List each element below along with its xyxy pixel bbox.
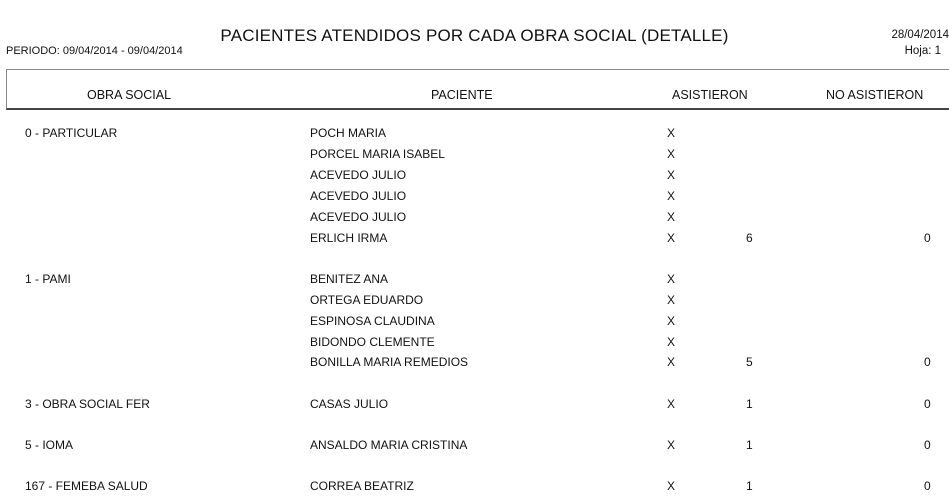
table-row [0,187,949,208]
paciente-cell: ORTEGA EDUARDO [310,293,424,307]
table-row [0,395,949,416]
asistio-mark: X [667,438,676,452]
report-date: 28/04/2014 [891,29,949,41]
obra-social-cell: 0 - PARTICULAR [25,126,118,140]
asistio-mark: X [667,210,676,224]
report-title: PACIENTES ATENDIDOS POR CADA OBRA SOCIAL (DETALLE) [220,26,729,45]
paciente-cell: POCH MARIA [310,126,387,140]
table-row [0,477,949,498]
no-asistieron-count: 0 [924,355,931,369]
page-number: Hoja: 1 [904,45,941,57]
asistio-mark: X [667,272,676,286]
paciente-cell: ACEVEDO JULIO [310,168,407,182]
header-obra-social: OBRA SOCIAL [87,88,172,102]
table-row [0,333,949,354]
no-asistieron-count: 0 [924,397,931,411]
table-row [0,208,949,229]
header-paciente: PACIENTE [431,88,493,102]
no-asistieron-count: 0 [924,438,931,452]
table-row [0,166,949,187]
asistieron-count: 5 [746,355,753,369]
paciente-cell: BENITEZ ANA [310,272,389,286]
asistieron-count: 6 [746,231,753,245]
table-row [0,229,949,250]
table-row [0,270,949,291]
table-row [0,312,949,333]
asistio-mark: X [667,168,676,182]
paciente-cell: CORREA BEATRIZ [310,479,414,493]
asistieron-count: 1 [746,479,753,493]
table-row [0,145,949,166]
no-asistieron-count: 0 [924,479,931,493]
asistio-mark: X [667,231,676,245]
asistio-mark: X [667,314,676,328]
table-row [0,353,949,374]
header-asistieron: ASISTIERON [672,88,748,102]
asistio-mark: X [667,293,676,307]
obra-social-cell: 1 - PAMI [25,272,71,286]
asistio-mark: X [667,355,676,369]
asistio-mark: X [667,335,676,349]
asistio-mark: X [667,189,676,203]
asistio-mark: X [667,397,676,411]
table-row [0,124,949,145]
paciente-cell: ESPINOSA CLAUDINA [310,314,435,328]
obra-social-cell: 3 - OBRA SOCIAL FER [25,397,150,411]
asistio-mark: X [667,147,676,161]
report-period: PERIODO: 09/04/2014 - 09/04/2014 [6,45,183,57]
paciente-cell: PORCEL MARIA ISABEL [310,147,445,161]
no-asistieron-count: 0 [924,231,931,245]
header-no-asistieron: NO ASISTIERON [826,88,924,102]
paciente-cell: ANSALDO MARIA CRISTINA [310,438,468,452]
asistio-mark: X [667,479,676,493]
asistio-mark: X [667,126,676,140]
paciente-cell: BONILLA MARIA REMEDIOS [310,355,469,369]
paciente-cell: ACEVEDO JULIO [310,210,407,224]
paciente-cell: BIDONDO CLEMENTE [310,335,435,349]
table-row [0,291,949,312]
paciente-cell: CASAS JULIO [310,397,389,411]
paciente-cell: ACEVEDO JULIO [310,189,407,203]
paciente-cell: ERLICH IRMA [310,231,388,245]
asistieron-count: 1 [746,438,753,452]
obra-social-cell: 167 - FEMEBA SALUD [25,479,148,493]
table-row [0,436,949,457]
asistieron-count: 1 [746,397,753,411]
obra-social-cell: 5 - IOMA [25,438,74,452]
